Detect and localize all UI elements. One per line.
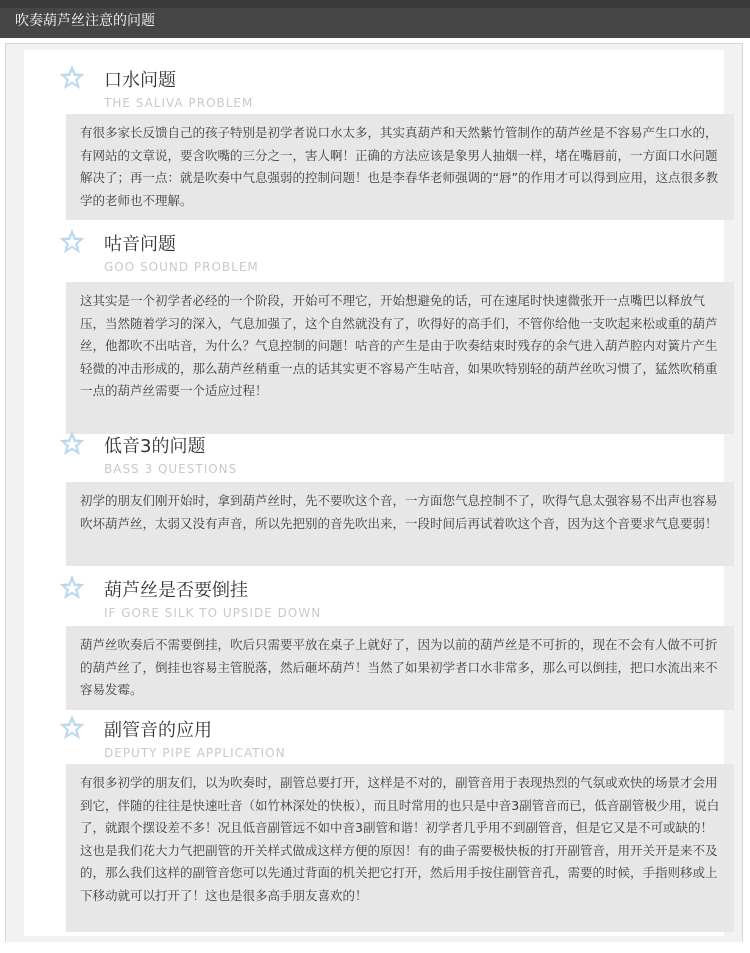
- star-emblem-icon: [58, 228, 86, 256]
- star-emblem-icon: [58, 714, 86, 742]
- section-body: [66, 114, 734, 220]
- content-frame: [6, 44, 742, 942]
- section-header: [24, 220, 724, 272]
- section-body: [66, 482, 734, 566]
- section-text: 有很多家长反馈自己的孩子特别是初学者说口水太多，其实真葫芦和天然紫竹管制作的葫芦丝是不容易产生口水的，有网站的文章说，要含吹嘴的三分之一，害人啊！正确的方法应该是象男人抽烟一样，堵在嘴唇前，一方面口水问题解决了；再一点：就是吹奏中气息强弱的控制问题！也是李春华老师强调的“唇”的作用才可以得到应用，这点很多教学的老师也不理解。: [80, 125, 718, 208]
- section-body: [66, 764, 734, 932]
- section-text: 这其实是一个初学者必经的一个阶段，开始可不理它，开始想避免的话，可在速尾时快速微张开一点嘴巴以释放气压，当然随着学习的深入，气息加强了，这个自然就没有了，吹得好的高手们，不管你给他一支吹起来松或重的葫芦丝，他都吹不出咕音，为什么？气息控制的问题！咕音的产生是由于吹奏结束时残存的余气进入葫芦腔内对簧片产生轻微的冲击形成的，那么葫芦丝稍重一点的话其实更不容易产生咕音，如果吹特别轻的葫芦丝吹习惯了，猛然吹稍重一点的葫芦丝需要一个适应过程！: [80, 293, 718, 398]
- section-title: 低音3的问题: [104, 436, 206, 457]
- section-upside-down: [24, 566, 724, 697]
- section-title: 副管音的应用: [104, 720, 212, 741]
- section-body: [66, 282, 734, 434]
- section-goo-sound: [24, 220, 724, 398]
- section-title: 咕音问题: [104, 234, 176, 255]
- section-subtitle: DEPUTY PIPE APPLICATION: [104, 746, 286, 760]
- section-subtitle: GOO SOUND PROBLEM: [104, 260, 259, 274]
- section-saliva: [24, 56, 724, 208]
- star-emblem-icon: [58, 430, 86, 458]
- section-text: 初学的朋友们刚开始时，拿到葫芦丝时，先不要吹这个音，一方面您气息控制不了，吹得气息太强容易不出声也容易吹坏葫芦丝，太弱又没有声音，所以先把别的音先吹出来，一段时间后再试着吹这个音，因为这个音要求气息要弱！: [80, 493, 718, 531]
- page-header: [0, 0, 750, 38]
- content-panel: [24, 50, 724, 936]
- section-text: 有很多初学的朋友们，以为吹奏时，副管总要打开，这样是不对的，副管音用于表现热烈的气氛或欢快的场景才会用到它，伴随的往往是快速吐音（如竹林深处的快板），而且时常用的也只是中音3副管音而已，低音副管极少用，说白了，就跟个摆设差不多！况且低音副管远不如中音3副管和谐！初学者几乎用不到副管音，但是它又是不可或缺的！这也是我们花大力气把副管的开关样式做成这样方便的原因！有的曲子需要极快板的打开副管音，用开关开是来不及的，那么我们这样的副管音您可以先通过背面的机关把它打开，然后用手按住副管音孔，需要的时候，手指则移或上下移动就可以打开了！这也是很多高手朋友喜欢的！: [80, 775, 720, 903]
- section-header: [24, 422, 724, 474]
- section-subtitle: THE SALIVA PROBLEM: [104, 96, 254, 110]
- section-header: [24, 706, 724, 758]
- section-bass-3: [24, 422, 724, 531]
- section-title: 口水问题: [104, 70, 176, 91]
- page-title: 吹奏葫芦丝注意的问题: [15, 13, 155, 29]
- section-title: 葫芦丝是否要倒挂: [104, 580, 248, 601]
- section-subtitle: IF GORE SILK TO UPSIDE DOWN: [104, 606, 322, 620]
- star-emblem-icon: [58, 574, 86, 602]
- section-deputy-pipe: [24, 706, 724, 903]
- page-footer: [0, 942, 750, 953]
- section-header: [24, 56, 724, 108]
- section-body: [66, 626, 734, 710]
- section-header: [24, 566, 724, 618]
- section-text: 葫芦丝吹奏后不需要倒挂，吹后只需要平放在桌子上就好了，因为以前的葫芦丝是不可折的，现在不会有人做不可折的葫芦丝了，倒挂也容易主管脱落，然后砸坏葫芦！当然了如果初学者口水非常多，那么可以倒挂，把口水流出来不容易发霉。: [80, 637, 718, 697]
- star-emblem-icon: [58, 64, 86, 92]
- section-subtitle: BASS 3 QUESTIONS: [104, 462, 238, 476]
